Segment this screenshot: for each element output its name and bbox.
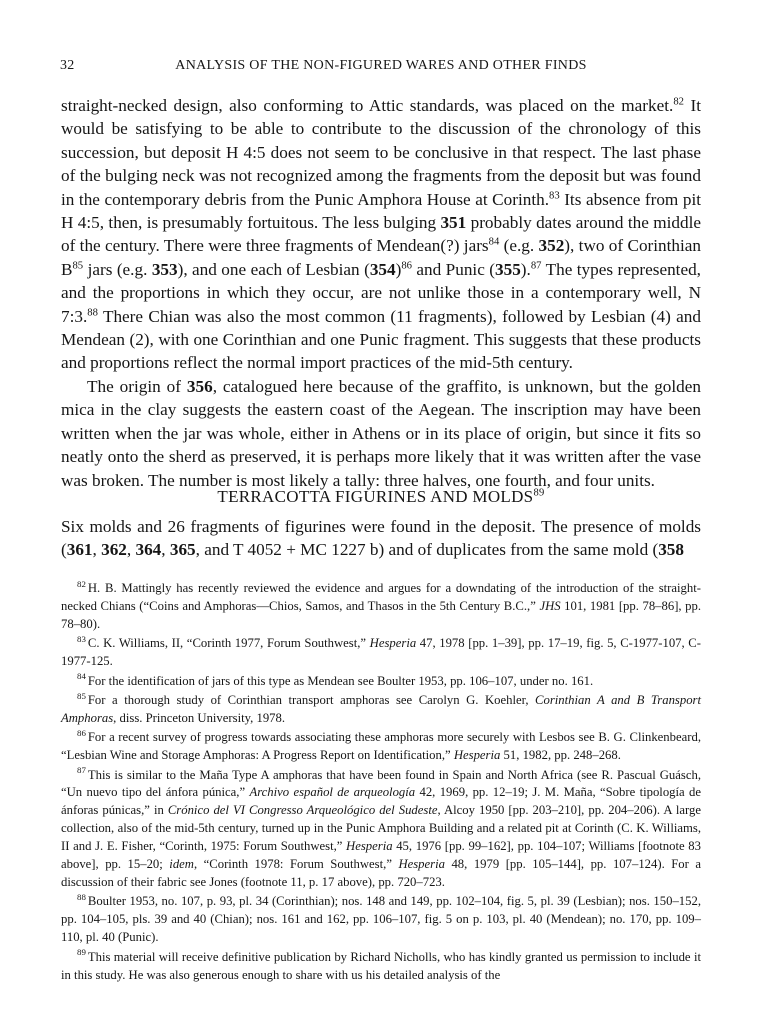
- footnote-83: $^{83}$ C. K. Williams, II, “Corinth 1977, Forum Southwest,” Hesperia 47, 1978 [pp. 1–39], pp. 17–19, fig. 5, C-1977-107, C-1977-125.: [61, 633, 701, 669]
- footnote-ref-84[interactable]: 84: [488, 236, 500, 248]
- catalogue-ref-356: 356: [186, 376, 213, 396]
- footnote-85: $^{85}$ For a thorough study of Corinthian transport amphoras see Carolyn G. Koehler, Corinthian A and B Transport Amphoras, diss. Princeton University, 1978.: [61, 690, 701, 725]
- catalogue-ref-362: 362: [101, 540, 127, 560]
- body-text: [61, 94, 701, 492]
- footnote-89: $^{89}$ This material will receive definitive publication by Richard Nicholls, who has kindly granted us permission to include it in this study. He was also generous enough to share with us his detailed analysis of the: [61, 947, 701, 982]
- footnote-ref-86[interactable]: 86: [401, 260, 412, 272]
- section-heading: TERRACOTTA FIGURINES AND MOLDS$^{89}$: [217, 487, 545, 506]
- catalogue-ref-364: 364: [135, 540, 162, 560]
- footnote-84: $^{84}$ For the identification of jars of this type as Mendean see Boulter 1953, pp. 106–107, under no. 161.: [77, 671, 594, 688]
- catalogue-ref-354: 354: [369, 259, 396, 279]
- footnote-87: $^{87}$ This is similar to the Maña Type A amphoras that have been found in Spain and North Africa (see R. Pascual Guásch, “Un nuevo tipo del ánfora púnica,” Archivo español de arqueología 42, 1969, pp. 12–19; J. M. Maña, “Sobre tipología de ánforas púnicas,” in Crónico del VI Congresso Arqueológico del Sudeste, Alcoy 1950 [pp. 203–210], pp. 204–206). A large collection, also of the mid-5th century, turned up in the Punic Amphora Building and a related pit at Corinth (C. K. Williams, II and J. E. Fisher, “Corinth, 1975: Forum Southwest,” Hesperia 45, 1976 [pp. 99–162], pp. 104–107; Williams [footnote 83 above], pp. 15–20; idem, “Corinth 1978: Forum Southwest,” Hesperia 48, 1979 [pp. 105–144], pp. 107–124). For a discussion of their fabric see Jones (footnote 11, p. 17 above), pp. 720–723.: [61, 765, 702, 889]
- footnote-ref-87[interactable]: 87: [530, 260, 542, 272]
- footnote-ref-85[interactable]: 85: [72, 260, 84, 272]
- footnote-ref-89[interactable]: 89: [533, 487, 545, 499]
- paragraph-graffito: The origin of 356, catalogued here because of the graffito, is unknown, but the golden mica in the clay suggests the eastern coast of the Aegean. The inscription may have been written when the jar was whole, either in Athens or in its place of origin, but since it fits so neatly onto the sherd as preserved, it is perhaps more likely that it was written after the vase was broken. The number is most likely a tally: three halves, one fourth, and four units.: [61, 376, 701, 490]
- paragraph-chian-amphoras: straight-necked design, also conforming to Attic standards, was placed on the market.$^{82}$ It would be satisfying to be able to contribute to the discussion of the chronology of this succession, but deposit H 4:5 does not seem to be conclusive in that respect. The last phase of the bulging neck was not recognized among the fragments from the deposit but was found in the contemporary debris from the Punic Amphora House at Corinth.$^{83}$ Its absence from pit H 4:5, then, is presumably fortuitous. The less bulging 351 probably dates around the middle of the century. There were three fragments of Mendean(?) jars$^{84}$ (e.g. 352), two of Corinthian $B^{85}$ jars (e.g. 353), and one each of Lesbian $(354)^{86}$ and Punic (355).$^{87}$ The types represented, and the proportions in which they occur, are not unlike those in a contemporary well, N 7:3.88 There Chian was also the most common (11 fragments), followed by Lesbian (4) and Mendean (2), with one Corinthian and one Punic fragment. This suggests that these products and proportions reflect the normal import practices of the mid-5th century.: [61, 96, 701, 373]
- catalogue-ref-351: 351: [440, 213, 467, 233]
- footnotes: [61, 580, 701, 986]
- footnote-ref-82[interactable]: 82: [673, 96, 684, 108]
- catalogue-ref-355: 355: [495, 259, 521, 279]
- footnote-86: $^{86}$ For a recent survey of progress towards associating these amphoras more securely with Lesbos see B. G. Clinkenbeard, “Lesbian Wine and Storage Amphoras: A Progress Report on Identification,” Hesperia 51, 1982, pp. 248–268.: [61, 728, 701, 763]
- running-head: ANALYSIS OF THE NON-FIGURED WARES AND OTHER FINDS: [175, 58, 587, 73]
- catalogue-ref-358: 358: [658, 540, 684, 560]
- catalogue-ref-365: 365: [169, 540, 196, 560]
- footnote-88: $^{88}$ Boulter 1953, no. 107, p. 93, pl. 34 (Corinthian); nos. 148 and 149, pp. 102–104, fig. 5, pl. 39 (Lesbian); nos. 150–152, pp. 104–105, pls. 39 and 40 (Chian); nos. 161 and 162, pp. 106–107, fig. 5 on p. 103, pl. 40 (Mendean); no. 170, pp. 109–110, pl. 40 (Punic).: [61, 892, 701, 945]
- page-number: 32: [60, 58, 75, 73]
- footnote-ref-88[interactable]: 88: [87, 306, 98, 318]
- catalogue-ref-352: 352: [538, 236, 565, 256]
- catalogue-ref-361: 361: [66, 540, 93, 560]
- footnote-82: $^{82}$ H. B. Mattingly has recently reviewed the evidence and argues for a downdating of the introduction of the straight-necked Chians (“Coins and Amphoras—Chios, Samos, and Thasos in the 5th Century B.C.,” JHS 101, 1981 [pp. 78–86], pp. 78–80).: [61, 578, 702, 631]
- footnote-ref-83[interactable]: 83: [549, 189, 560, 201]
- page-header: [60, 58, 702, 80]
- catalogue-ref-353: 353: [151, 259, 178, 279]
- paragraph-figurines: Six molds and 26 fragments of figurines were found in the deposit. The presence of molds (361, 362, 364, 365, and T 4052 + MC 1227 b) and of duplicates from the same mold (358: [61, 517, 701, 560]
